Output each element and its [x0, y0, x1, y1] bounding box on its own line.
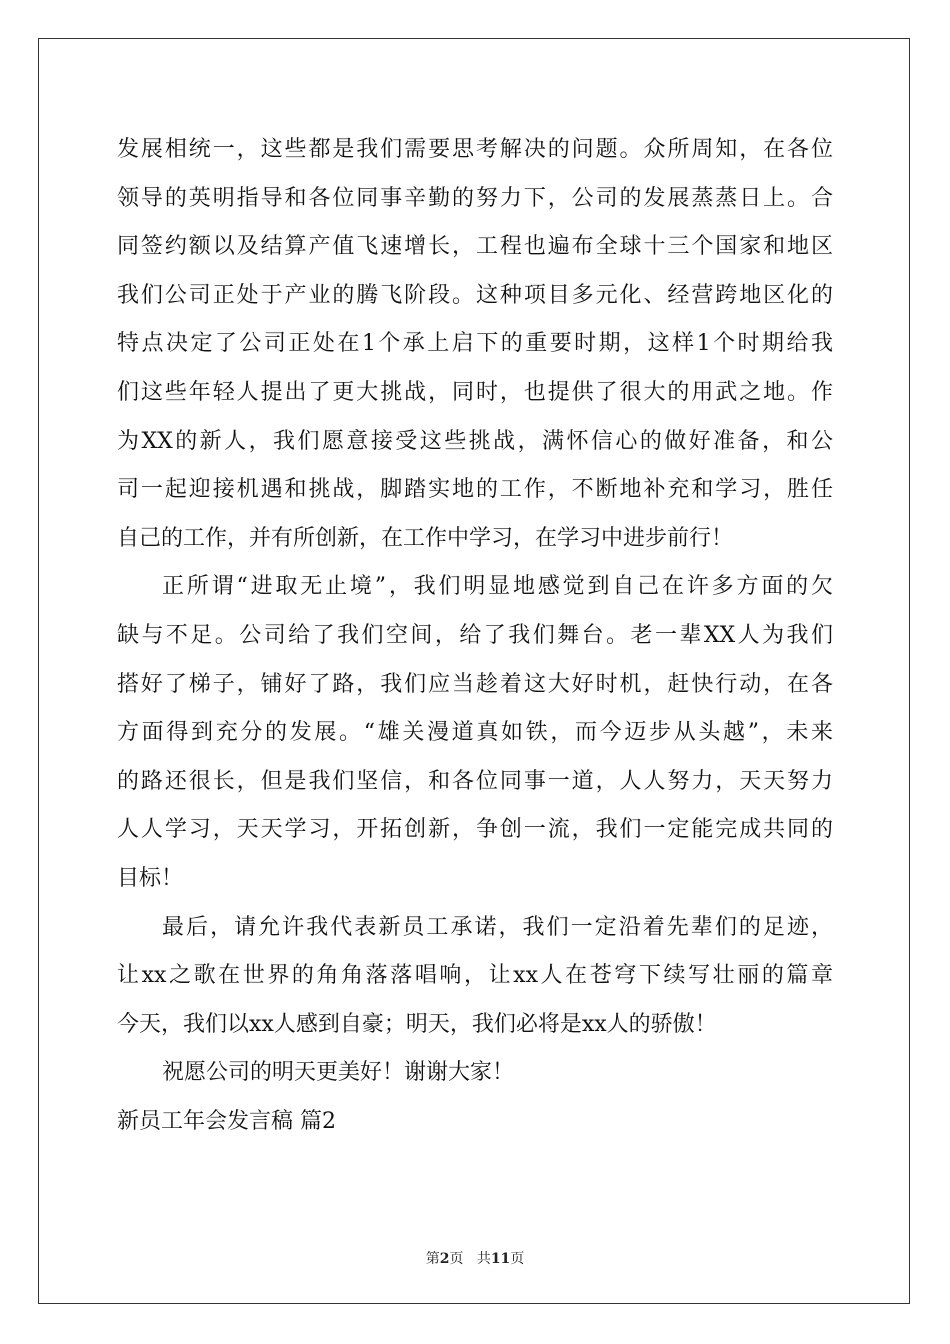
text-line: 我们公司正处于产业的腾飞阶段。这种项目多元化、经营跨地区化的: [117, 282, 833, 308]
text-line: 为XX的新人，我们愿意接受这些挑战，满怀信心的做好准备，和公: [117, 428, 833, 454]
document-body: [117, 126, 833, 1146]
page-suffix: 页: [449, 1251, 464, 1267]
text-line: 正所谓“进取无止境”，我们明显地感觉到自己在许多方面的欠: [162, 574, 833, 600]
text-line: 司一起迎接机遇和挑战，脚踏实地的工作，不断地补充和学习，胜任: [117, 477, 833, 503]
text-line: 同签约额以及结算产值飞速增长，工程也遍布全球十三个国家和地区: [117, 234, 833, 260]
text-line: 方面得到充分的发展。“雄关漫道真如铁，而今迈步从头越”，未来: [117, 720, 833, 746]
text-line: 们这些年轻人提出了更大挑战，同时，也提供了很大的用武之地。作: [117, 379, 833, 405]
text-line: 特点决定了公司正处在1个承上启下的重要时期，这样1个时期给我: [117, 331, 833, 357]
paragraph-lines: [117, 126, 833, 1098]
section-title: 新员工年会发言稿 篇2: [117, 1108, 336, 1134]
text-line: 目标！: [117, 865, 184, 891]
page-number: 2: [439, 1251, 450, 1267]
total-pages: 11: [490, 1251, 511, 1267]
text-line: 领导的英明指导和各位同事辛勤的努力下，公司的发展蒸蒸日上。合: [117, 185, 833, 211]
text-line: 今天，我们以xx人感到自豪；明天，我们必将是xx人的骄傲！: [117, 1011, 717, 1037]
text-line: 搭好了梯子，铺好了路，我们应当趁着这大好时机，赶快行动，在各: [117, 671, 833, 697]
text-line: 的路还很长，但是我们坚信，和各位同事一道，人人努力，天天努力: [117, 768, 833, 794]
total-prefix: 共: [476, 1251, 491, 1267]
text-line: 让xx之歌在世界的角角落落唱响，让xx人在苍穹下续写壮丽的篇章: [117, 963, 833, 989]
page-prefix: 第: [425, 1251, 440, 1267]
text-line: 最后，请允许我代表新员工承诺，我们一定沿着先辈们的足迹，: [162, 914, 833, 940]
text-line: 缺与不足。公司给了我们空间，给了我们舞台。老一辈XX人为我们: [117, 622, 833, 648]
text-line: 自己的工作，并有所创新，在工作中学习，在学习中进步前行！: [117, 525, 734, 551]
page-footer: [0, 1248, 950, 1268]
text-line: 人人学习，天天学习，开拓创新，争创一流，我们一定能完成共同的: [117, 817, 833, 843]
text-line: 祝愿公司的明天更美好！谢谢大家！: [162, 1060, 515, 1086]
total-suffix: 页: [510, 1251, 525, 1267]
text-line: 发展相统一，这些都是我们需要思考解决的问题。众所周知，在各位: [117, 137, 833, 162]
